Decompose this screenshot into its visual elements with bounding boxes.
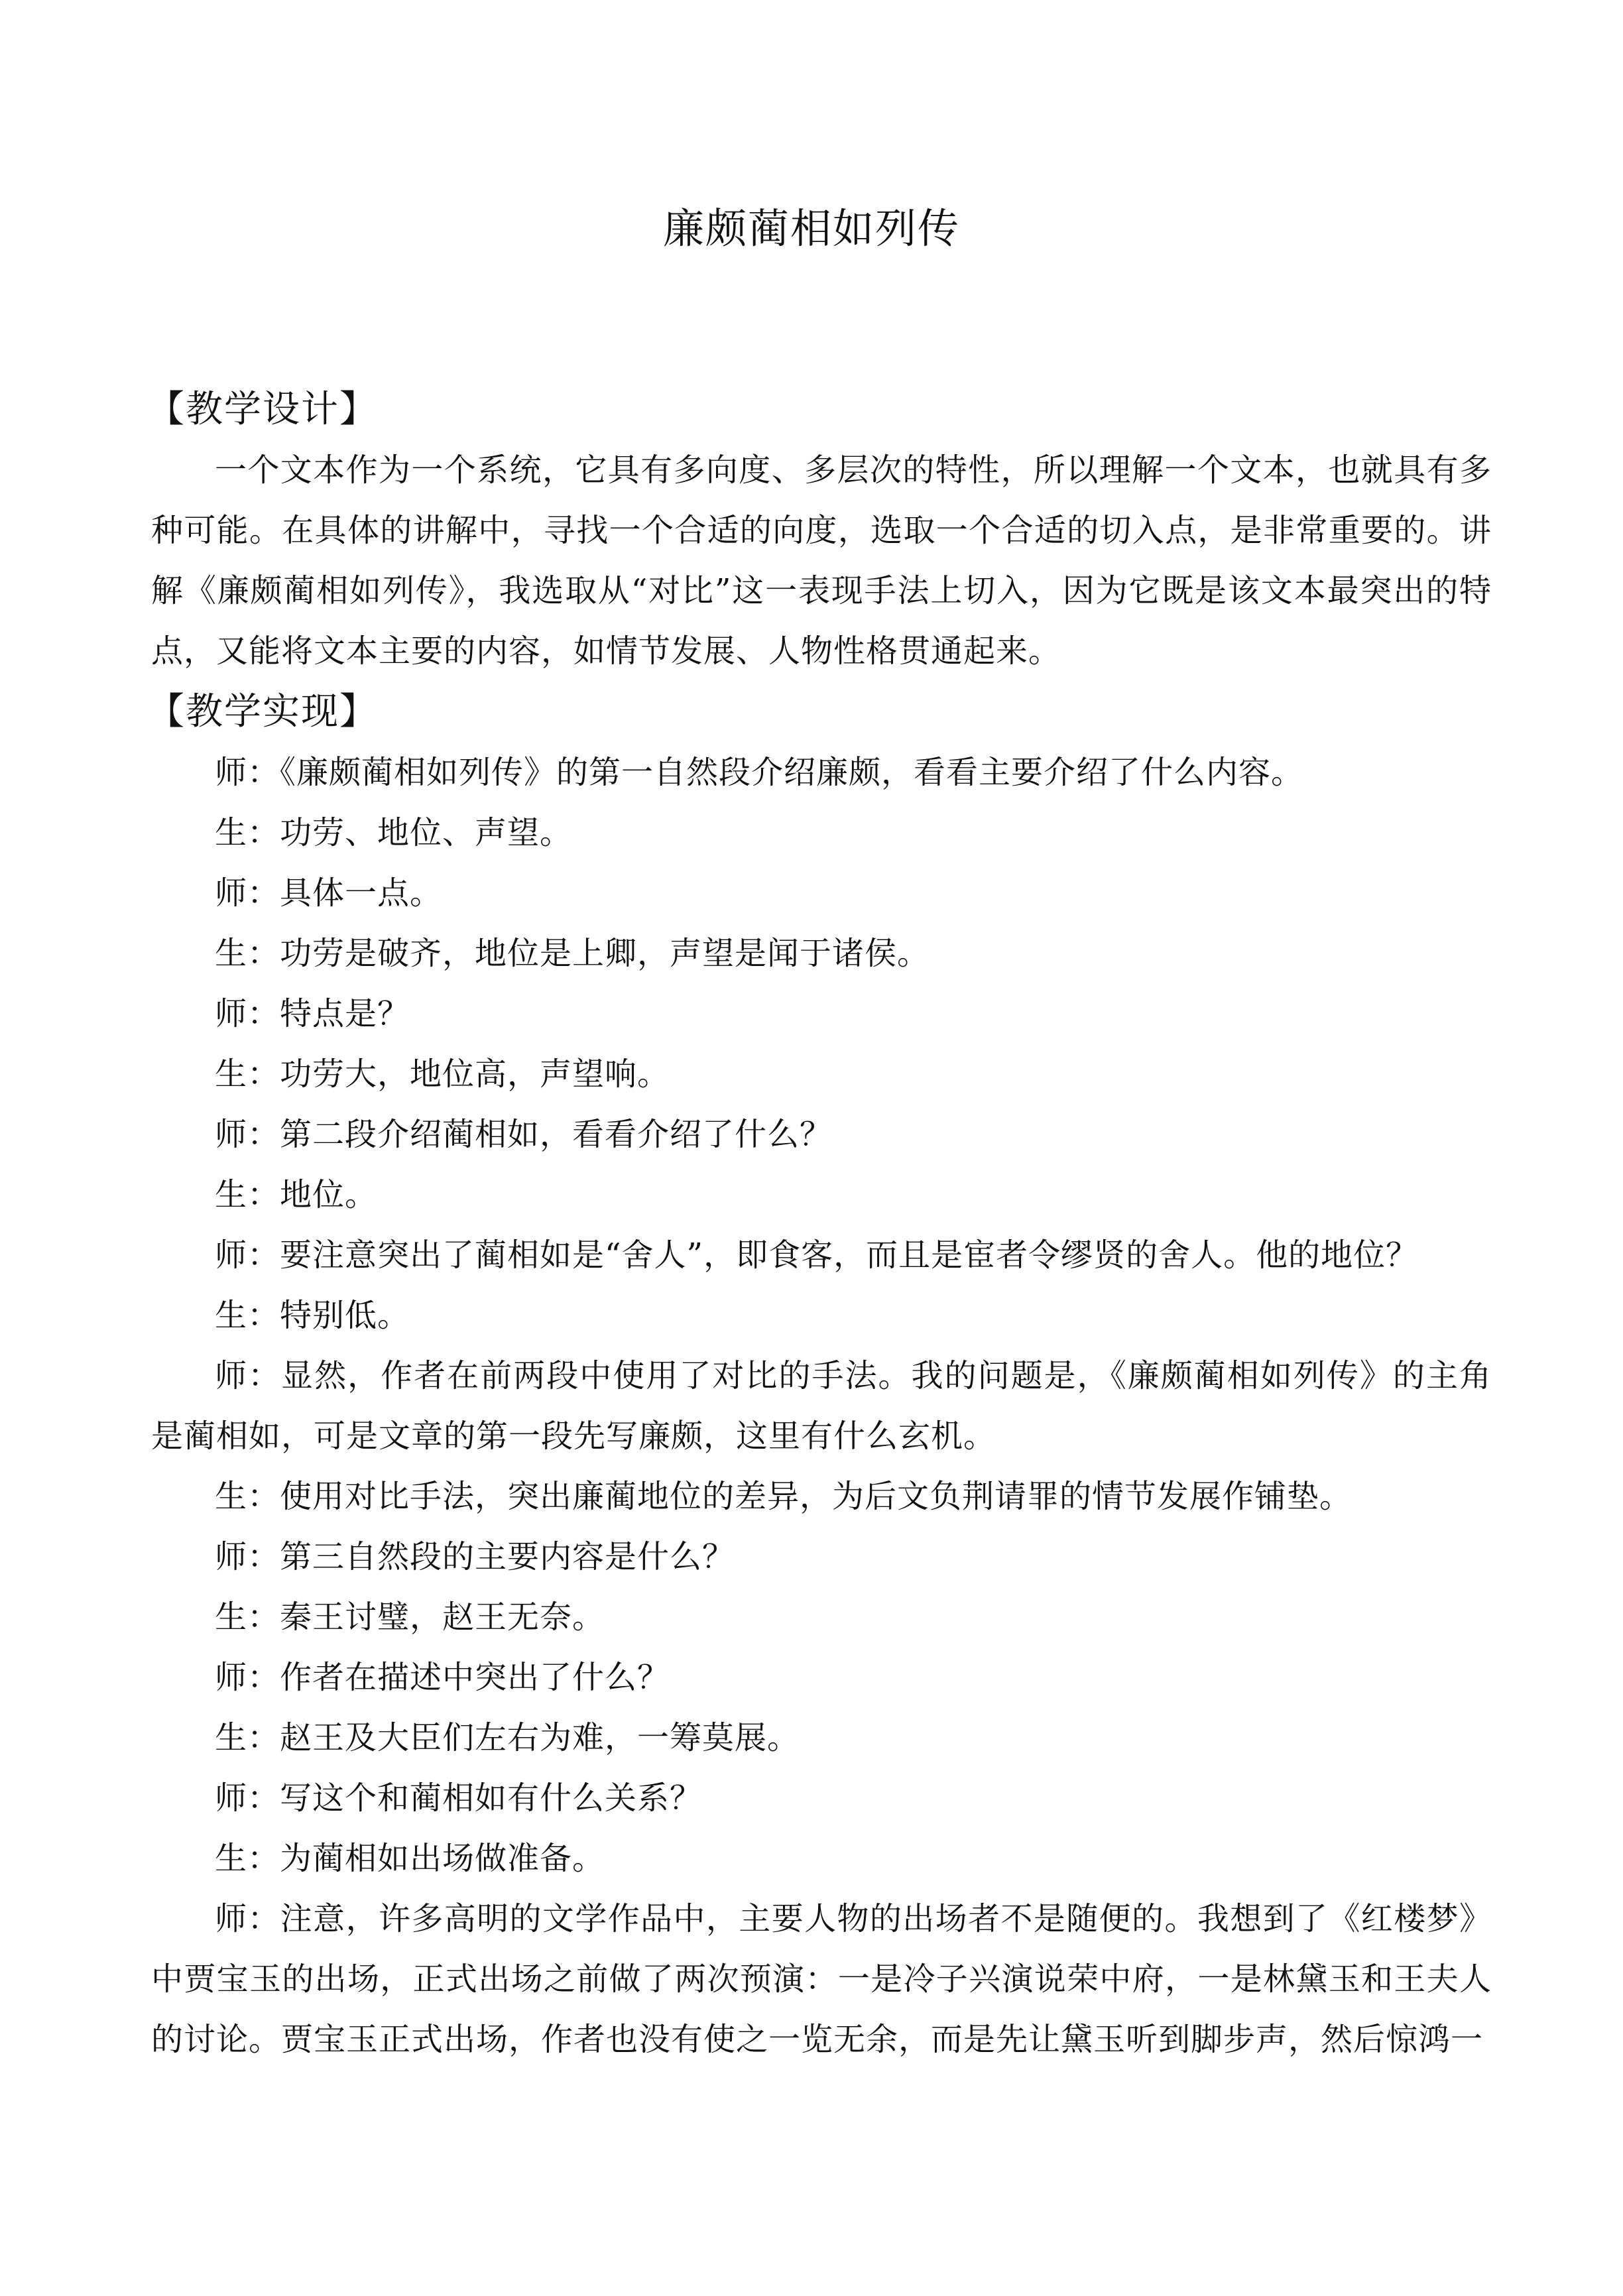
dialogue-line: 师：注意，许多高明的文学作品中，主要人物的出场者不是随便的。我想到了《红楼梦》中贾宝玉的出场，正式出场之前做了两次预演：一是冷子兴演说荣中府，一是林黛玉和王夫人的讨论。贾宝玉正式出场，作者也没有使之一览无余，而是先让黛玉听到脚步声，然后惊鸿一	[151, 1900, 1492, 2058]
dialogue-line: 师：具体一点。	[215, 875, 443, 912]
dialogue-line: 生：使用对比手法，突出廉蔺地位的差异，为后文负荆请罪的情节发展作铺垫。	[215, 1478, 1352, 1515]
dialogue-line: 生：功劳、地位、声望。	[215, 814, 573, 851]
dialogue-line: 生：地位。	[215, 1176, 378, 1213]
dialogue-line: 师：特点是？	[215, 995, 410, 1032]
section-heading-teaching-implementation: 【教学实现】	[147, 690, 378, 733]
section-heading-teaching-design: 【教学设计】	[147, 388, 378, 431]
dialogue-line: 师：作者在描述中突出了什么？	[215, 1659, 670, 1696]
dialogue-line: 生：功劳大，地位高，声望响。	[215, 1056, 670, 1093]
dialogue-line: 师：要注意突出了蔺相如是“舍人”，即食客，而且是宦者令缪贤的舍人。他的地位？	[215, 1237, 1419, 1274]
document-title: 廉颇蔺相如列传	[662, 204, 960, 253]
dialogue-line: 生：特别低。	[215, 1297, 410, 1334]
document-body	[147, 379, 1492, 2070]
paragraph: 一个文本作为一个系统，它具有多向度、多层次的特性，所以理解一个文本，也就具有多种可能。在具体的讲解中，寻找一个合适的向度，选取一个合适的切入点，是非常重要的。讲解《廉颇蔺相如列传》，我选取从“对比”这一表现手法上切入，因为它既是该文本最突出的特点，又能将文本主要的内容，如情节发展、人物性格贯通起来。	[151, 452, 1492, 670]
dialogue-line: 生：秦王讨璧，赵王无奈。	[215, 1599, 605, 1636]
dialogue-line: 生：功劳是破齐，地位是上卿，声望是闻于诸侯。	[215, 935, 930, 972]
dialogue-line: 生：赵王及大臣们左右为难，一筹莫展。	[215, 1719, 800, 1756]
dialogue-line: 师：显然，作者在前两段中使用了对比的手法。我的问题是，《廉颇蔺相如列传》的主角是蔺相如，可是文章的第一段先写廉颇，这里有什么玄机。	[151, 1357, 1492, 1455]
dialogue-line: 师：第三自然段的主要内容是什么？	[215, 1538, 735, 1575]
dialogue-line: 生：为蔺相如出场做准备。	[215, 1840, 605, 1877]
dialogue-line: 师：《廉颇蔺相如列传》的第一自然段介绍廉颇，看看主要介绍了什么内容。	[215, 754, 1304, 791]
dialogue-line: 师：第二段介绍蔺相如，看看介绍了什么？	[215, 1116, 833, 1153]
dialogue-line: 师：写这个和蔺相如有什么关系？	[215, 1780, 703, 1817]
